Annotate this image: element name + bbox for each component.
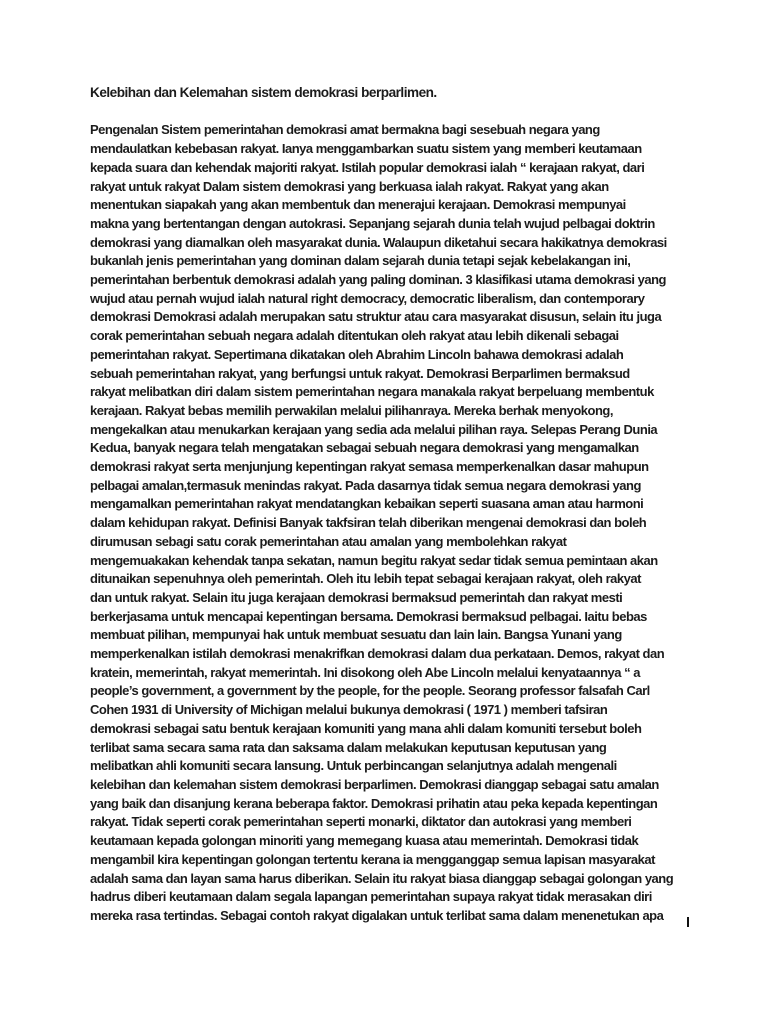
paragraph-line: membuat pilihan, mempunyai hak untuk membuat sesuatu dan lain lain. Bangsa Yunani yang <box>90 627 622 643</box>
paragraph-line: menentukan siapakah yang akan membentuk dan menerajui kerajaan. Demokrasi mempunyai <box>90 197 626 213</box>
paragraph-line: Pengenalan Sistem pemerintahan demokrasi amat bermakna bagi sesebuah negara yang <box>90 122 600 138</box>
paragraph-line: mengamalkan pemerintahan rakyat mendatangkan kebaikan seperti suasana aman atau harmoni <box>90 496 644 512</box>
paragraph-line: pemerintahan berbentuk demokrasi adalah yang paling dominan. 3 klasifikasi utama demokrasi yang <box>90 272 666 288</box>
paragraph-line: rakyat untuk rakyat Dalam sistem demokrasi yang berkuasa ialah rakyat. Rakyat yang akan <box>90 178 609 194</box>
paragraph-line: dalam kehidupan rakyat. Definisi Banyak takfsiran telah diberikan mengenai demokrasi dan boleh <box>90 515 647 531</box>
paragraph-line: mengekalkan atau menukarkan kerajaan yang sedia ada melalui pilihan raya. Selepas Perang Dunia <box>90 421 658 437</box>
paragraph-line: berkerjasama untuk mencapai kepentingan bersama. Demokrasi bermaksud pelbagai. Iaitu bebas <box>90 608 647 624</box>
paragraph-line: kerajaan. Rakyat bebas memilih perwakilan melalui pilihanraya. Mereka berhak menyokong, <box>90 402 613 418</box>
paragraph-line: rakyat melibatkan diri dalam sistem pemerintahan negara manakala rakyat berpeluang membentuk <box>90 384 654 400</box>
paragraph-line: dan untuk rakyat. Selain itu juga kerajaan demokrasi bermaksud pemerintah dan rakyat mesti <box>90 589 623 605</box>
paragraph-line: pemerintahan rakyat. Sepertimana dikatakan oleh Abrahim Lincoln bahawa demokrasi adalah <box>90 346 624 362</box>
paragraph-line: people’s government, a government by the people, for the people. Seorang professor falsafah Carl <box>90 683 650 699</box>
paragraph-line: terlibat sama secara sama rata dan saksama dalam melakukan keputusan keputusan yang <box>90 739 607 755</box>
paragraph-line: dirumusan sebagi satu corak pemerintahan atau amalan yang membolehkan rakyat <box>90 533 567 549</box>
paragraph-line: keutamaan kepada golongan minoriti yang memegang kuasa atau memerintah. Demokrasi tidak <box>90 833 639 849</box>
document-title: Kelebihan dan Kelemahan sistem demokrasi berparlimen. <box>90 85 437 100</box>
paragraph-line: kepada suara dan kehendak majoriti rakyat. Istilah popular demokrasi ialah “ kerajaan rakyat, dari <box>90 159 645 175</box>
paragraph-line: corak pemerintahan sebuah negara adalah ditentukan oleh rakyat atau lebih dikenali sebagai <box>90 328 619 344</box>
paragraph-line: demokrasi Demokrasi adalah merupakan satu struktur atau cara masyarakat disusun, selain itu juga <box>90 309 662 325</box>
paragraph-line: kratein, memerintah, rakyat memerintah. Ini disokong oleh Abe Lincoln melalui kenyataannya “ a <box>90 664 640 680</box>
paragraph-line: ditunaikan sepenuhnya oleh pemerintah. Oleh itu lebih tepat sebagai kerajaan rakyat, oleh rakyat <box>90 571 641 587</box>
paragraph-line: mengemuakakan kehendak tanpa sekatan, namun begitu rakyat sedar tidak semua pemintaan akan <box>90 552 658 568</box>
paragraph-line: yang baik dan disanjung kerana beberapa faktor. Demokrasi prihatin atau peka kepada kepentingan <box>90 795 658 811</box>
paragraph-line: wujud atau pernah wujud ialah natural right democracy, democratic liberalism, dan contemporary <box>90 290 645 306</box>
paragraph-line: melibatkan ahli komuniti secara lansung. Untuk perbincangan selanjutnya adalah mengenali <box>90 758 617 774</box>
paragraph-line: pelbagai amalan,termasuk menindas rakyat. Pada dasarnya tidak semua negara demokrasi yang <box>90 477 641 493</box>
document-content <box>90 84 696 926</box>
paragraph-line: Kedua, banyak negara telah mengatakan sebagai sebuah negara demokrasi yang mengamalkan <box>90 440 639 456</box>
paragraph-line: hadrus diberi keutamaan dalam segala lapangan pemerintahan supaya rakyat tidak merasakan diri <box>90 889 652 905</box>
paragraph-line: mereka rasa tertindas. Sebagai contoh rakyat digalakan untuk terlibat sama dalam menenetukan apa <box>90 907 664 923</box>
paragraph-line: makna yang bertentangan dengan autokrasi. Sepanjang sejarah dunia telah wujud pelbagai doktrin <box>90 215 655 231</box>
paragraph-line: rakyat. Tidak seperti corak pemerintahan seperti monarki, diktator dan autokrasi yang memberi <box>90 814 632 830</box>
paragraph-line: demokrasi sebagai satu bentuk kerajaan komuniti yang mana ahli dalam komuniti tersebut boleh <box>90 720 642 736</box>
body-paragraph <box>90 121 696 925</box>
paragraph-line: sebuah pemerintahan rakyat, yang berfungsi untuk rakyat. Demokrasi Berparlimen bermaksud <box>90 365 630 381</box>
paragraph-line: bukanlah jenis pemerintahan yang dominan dalam sejarah dunia tetapi sejak kebelakangan ini, <box>90 253 631 269</box>
paragraph-line: mengambil kira kepentingan golongan tertentu kerana ia mengganggap semua lapisan masyarakat <box>90 851 655 867</box>
paragraph-line: mendaulatkan kebebasan rakyat. Ianya menggambarkan suatu sistem yang memberi keutamaan <box>90 141 642 157</box>
paragraph-line: kelebihan dan kelemahan sistem demokrasi berparlimen. Demokrasi dianggap sebagai satu amalan <box>90 777 659 792</box>
paragraph-line: memperkenalkan istilah demokrasi menakrifkan demokrasi dalam dua perkataan. Demos, rakyat dan <box>90 646 665 662</box>
paragraph-line: demokrasi rakyat serta menjunjung kepentingan rakyat semasa memperkenalkan dasar mahupun <box>90 459 649 475</box>
paragraph-line: Cohen 1931 di University of Michigan melalui bukunya demokrasi ( 1971 ) memberi tafsiran <box>90 702 608 718</box>
paragraph-line: adalah sama dan layan sama harus diberikan. Selain itu rakyat biasa dianggap sebagai golongan yang <box>90 870 674 886</box>
paragraph-line: demokrasi yang diamalkan oleh masyarakat dunia. Walaupun diketahui secara hakikatnya demokrasi <box>90 234 667 250</box>
text-cursor <box>687 917 689 927</box>
